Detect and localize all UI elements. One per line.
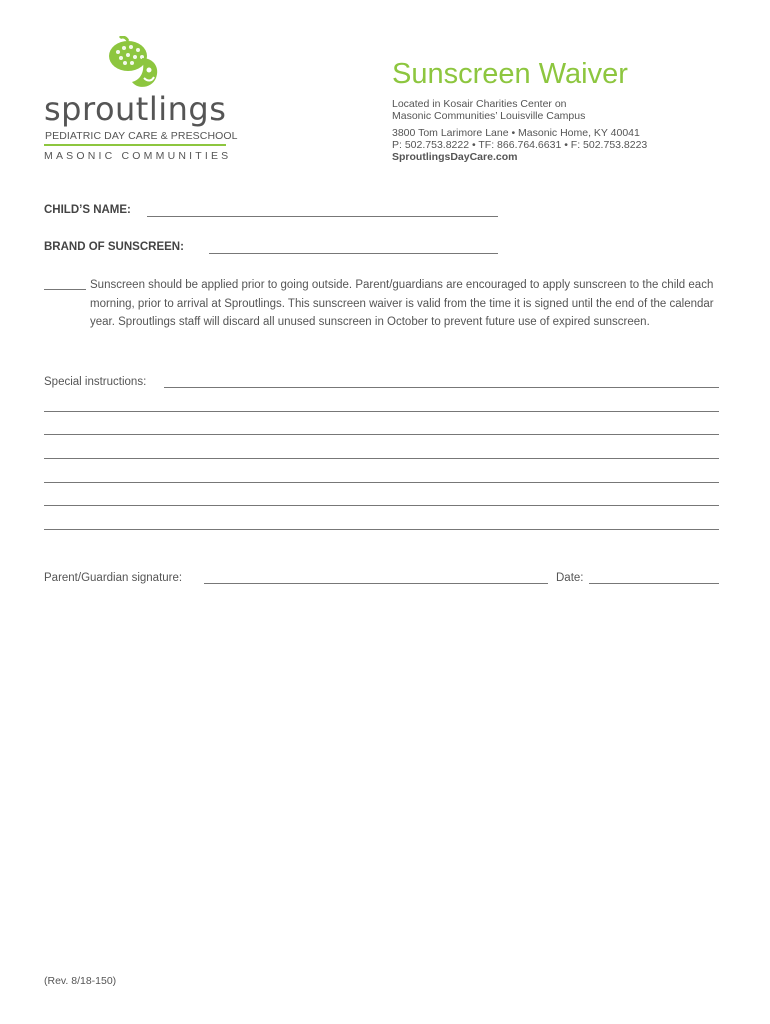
waiver-statement: Sunscreen should be applied prior to going outside. Parent/guardians are encouraged to apply sunscreen to the child each morning, prior to arrival at Sproutlings. This sunscreen waiver is valid from the time it is signed until the end of the calendar year. Sproutlings staff will discard all unused sunscreen in October to prevent future use of expired sunscreen. — [90, 279, 714, 328]
date-label: Date: — [556, 572, 584, 584]
date-field[interactable] — [589, 583, 719, 584]
child-name-field[interactable] — [147, 216, 498, 217]
revision-note: (Rev. 8/18-150) — [44, 975, 117, 987]
address-line: 3800 Tom Larimore Lane • Masonic Home, KY 40041 — [392, 127, 640, 139]
special-instructions-line[interactable] — [44, 411, 719, 412]
special-instructions-line[interactable] — [44, 458, 719, 459]
location-line-1: Located in Kosair Charities Center on — [392, 98, 567, 110]
brand-subtitle: PEDIATRIC DAY CARE & PRESCHOOL — [45, 130, 238, 142]
special-instructions-line[interactable] — [44, 434, 719, 435]
special-instructions-label: Special instructions: — [44, 376, 147, 388]
brand-divider — [44, 144, 226, 146]
website-link[interactable]: SproutlingsDayCare.com — [392, 151, 518, 163]
page-title: Sunscreen Waiver — [392, 58, 628, 90]
special-instructions-line[interactable] — [44, 505, 719, 506]
brand-org: MASONIC COMMUNITIES — [44, 150, 232, 162]
sunscreen-brand-label: BRAND OF SUNSCREEN: — [44, 241, 184, 253]
phone-line: P: 502.753.8222 • TF: 866.764.6631 • F: 502.753.8223 — [392, 139, 648, 151]
special-instructions-line[interactable] — [164, 387, 719, 388]
special-instructions-line[interactable] — [44, 529, 719, 530]
brand-name: sproutlings — [44, 90, 227, 128]
sproutlings-logo — [44, 36, 238, 166]
location-line-2: Masonic Communities’ Louisville Campus — [392, 110, 586, 122]
signature-label: Parent/Guardian signature: — [44, 572, 183, 584]
special-instructions-line[interactable] — [44, 482, 719, 483]
acorn-sprout-logo-icon — [104, 36, 166, 94]
child-name-label: CHILD’S NAME: — [44, 204, 131, 216]
sunscreen-brand-field[interactable] — [209, 253, 498, 254]
signature-field[interactable] — [204, 583, 548, 584]
